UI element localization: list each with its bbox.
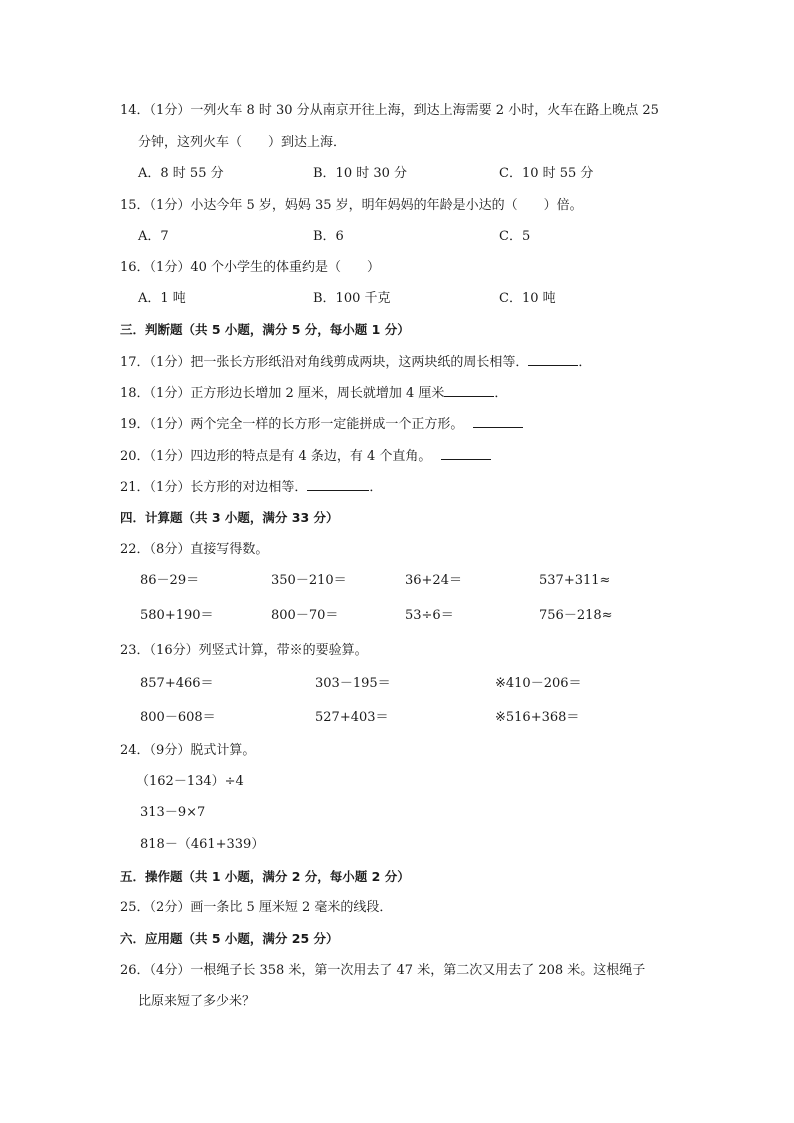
q14-option-a[interactable]: A．8 时 55 分 bbox=[138, 166, 224, 181]
q22-r1-c2[interactable]: 350－210＝ bbox=[271, 573, 347, 588]
q26-line2: 比原来短了多少米？ bbox=[138, 994, 256, 1009]
q21-end: ． bbox=[369, 480, 383, 495]
q16-text: 16．（1分）40 个小学生的体重约是（ ） bbox=[120, 260, 380, 275]
section-heading-calculation: 四．计算题（共 3 小题，满分 33 分） bbox=[120, 510, 339, 525]
q24-item-2[interactable]: 313－9×7 bbox=[140, 805, 206, 820]
q18-text: 18．（1分）正方形边长增加 2 厘米，周长就增加 4 厘米 bbox=[120, 386, 445, 401]
q14-line2: 分钟，这列火车（ ）到达上海． bbox=[138, 135, 347, 150]
q16-option-c[interactable]: C．10 吨 bbox=[499, 291, 556, 306]
section-heading-operation: 五．操作题（共 1 小题，满分 2 分，每小题 2 分） bbox=[120, 869, 410, 884]
q16-option-b[interactable]: B．100 千克 bbox=[313, 291, 391, 306]
q22-r2-c2[interactable]: 800－70＝ bbox=[271, 608, 339, 623]
q23-r1-c2[interactable]: 303－195＝ bbox=[315, 676, 391, 691]
q14-line1: 14．（1分）一列火车 8 时 30 分从南京开往上海，到达上海需要 2 小时，火车在路上晚点 25 bbox=[120, 103, 659, 118]
q18-line bbox=[120, 384, 507, 403]
q20-answer-blank[interactable] bbox=[441, 447, 491, 460]
q18-answer-blank[interactable] bbox=[444, 384, 494, 397]
q15-option-b[interactable]: B．6 bbox=[313, 229, 344, 244]
q14-option-b[interactable]: B．10 时 30 分 bbox=[313, 166, 408, 181]
q14-option-c[interactable]: C．10 时 55 分 bbox=[499, 166, 594, 181]
q25-text: 25．（2分）画一条比 5 厘米短 2 毫米的线段． bbox=[120, 900, 393, 915]
q19-line bbox=[120, 415, 523, 434]
q17-answer-blank[interactable] bbox=[528, 353, 578, 366]
q18-end: ． bbox=[494, 386, 508, 401]
q16-option-a[interactable]: A．1 吨 bbox=[138, 291, 186, 306]
q17-line bbox=[120, 353, 591, 372]
q21-answer-blank[interactable] bbox=[307, 478, 369, 491]
section-heading-application: 六．应用题（共 5 小题，满分 25 分） bbox=[120, 931, 339, 946]
q24-text: 24．（9分）脱式计算。 bbox=[120, 743, 256, 758]
q24-item-1[interactable]: （162－134）÷4 bbox=[136, 774, 244, 789]
q19-text: 19．（1分）两个完全一样的长方形一定能拼成一个正方形。 bbox=[120, 417, 464, 432]
q22-r1-c4[interactable]: 537+311≈ bbox=[539, 573, 611, 588]
q23-r1-c1[interactable]: 857+466＝ bbox=[140, 676, 214, 691]
q26-line1: 26．（4分）一根绳子长 358 米，第一次用去了 47 米，第二次又用去了 208 米。这根绳子 bbox=[120, 963, 646, 978]
q17-end: ． bbox=[578, 355, 592, 370]
q23-r2-c1[interactable]: 800－608＝ bbox=[140, 710, 216, 725]
q15-option-c[interactable]: C．5 bbox=[499, 229, 531, 244]
q20-text: 20．（1分）四边形的特点是有 4 条边，有 4 个直角。 bbox=[120, 449, 432, 464]
section-heading-judgment: 三．判断题（共 5 小题，满分 5 分，每小题 1 分） bbox=[120, 322, 410, 337]
q23-r1-c3[interactable]: ※410－206＝ bbox=[495, 676, 582, 691]
q22-text: 22．（8分）直接写得数。 bbox=[120, 542, 269, 557]
q15-text: 15．（1分）小达今年 5 岁，妈妈 35 岁，明年妈妈的年龄是小达的（ ）倍。 bbox=[120, 198, 583, 213]
q19-answer-blank[interactable] bbox=[473, 415, 523, 428]
q22-r2-c4[interactable]: 756－218≈ bbox=[539, 608, 613, 623]
q21-text: 21．（1分）长方形的对边相等． bbox=[120, 480, 308, 495]
q20-line bbox=[120, 447, 491, 466]
q22-r1-c3[interactable]: 36+24＝ bbox=[405, 573, 462, 588]
q23-r2-c3[interactable]: ※516+368＝ bbox=[495, 710, 580, 725]
q24-item-3[interactable]: 818－（461+339） bbox=[140, 837, 265, 852]
q23-r2-c2[interactable]: 527+403＝ bbox=[315, 710, 389, 725]
q22-r2-c1[interactable]: 580+190＝ bbox=[140, 608, 214, 623]
q22-r1-c1[interactable]: 86－29＝ bbox=[140, 573, 200, 588]
q17-text: 17．（1分）把一张长方形纸沿对角线剪成两块，这两块纸的周长相等． bbox=[120, 355, 529, 370]
q23-text: 23．（16分）列竖式计算，带※的要验算。 bbox=[120, 643, 368, 658]
q15-option-a[interactable]: A．7 bbox=[138, 229, 169, 244]
q21-line bbox=[120, 478, 382, 497]
q22-r2-c3[interactable]: 53÷6＝ bbox=[405, 608, 454, 623]
